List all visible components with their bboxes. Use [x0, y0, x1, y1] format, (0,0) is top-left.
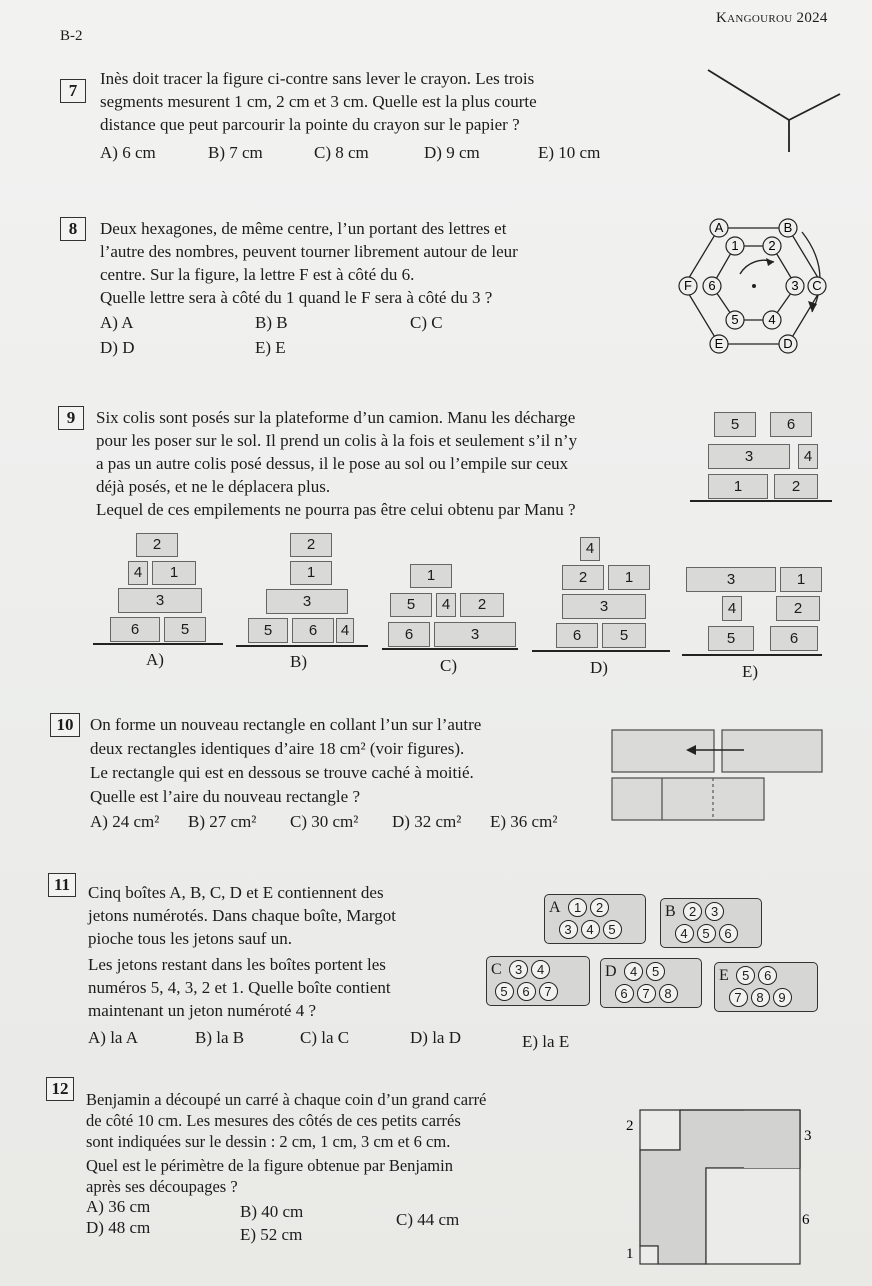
package-box: 5	[602, 623, 646, 648]
answer-option: E) 52 cm	[240, 1225, 303, 1244]
package-box: 6	[388, 622, 430, 647]
box-letter: A	[549, 899, 561, 916]
side-label-2: 2	[626, 1118, 634, 1134]
option-label: C)	[440, 656, 457, 675]
package-box: 1	[608, 565, 650, 590]
question-text-line: Quelle lettre sera à côté du 1 quand le F sera à côté du 3 ?	[100, 288, 493, 307]
hex-number-label: 4	[768, 312, 776, 327]
question-text-line: Lequel de ces empilements ne pourra pas être celui obtenu par Manu ?	[96, 500, 576, 519]
side-label-1: 1	[626, 1246, 634, 1262]
answer-option: B) 27 cm²	[188, 812, 257, 831]
token: 3	[705, 902, 724, 921]
answer-option: B) la B	[195, 1028, 245, 1047]
hex-letter-label: B	[783, 220, 793, 235]
package-box: 6	[292, 618, 334, 643]
answer-option: E) 10 cm	[538, 143, 601, 162]
package-box: 4	[580, 537, 600, 561]
box-letter: D	[605, 963, 617, 980]
token: 8	[659, 984, 678, 1003]
question-text-line: Benjamin a découpé un carré à chaque coin d’un grand carré	[86, 1090, 487, 1109]
answer-option: A) 6 cm	[100, 143, 156, 162]
package-box: 1	[152, 561, 196, 585]
question-text-line: l’autre des nombres, peuvent tourner librement autour de leur	[100, 242, 518, 261]
question-text-line: distance que peut parcourir la pointe du crayon sur le papier ?	[100, 115, 520, 134]
token: 1	[568, 898, 587, 917]
token: 3	[509, 960, 528, 979]
box-letter: C	[491, 961, 502, 978]
question-text-line: On forme un nouveau rectangle en collant l’un sur l’autre	[90, 715, 482, 734]
question-number: 9	[58, 406, 84, 430]
question-number: 7	[60, 79, 86, 103]
package-box: 3	[562, 594, 646, 619]
question-text-line: Inès doit tracer la figure ci-contre sans lever le crayon. Les trois	[100, 69, 535, 88]
token: 4	[675, 924, 694, 943]
answer-option: E) E	[255, 338, 286, 357]
box-letter: E	[719, 967, 729, 984]
hex-letter-label: D	[783, 336, 793, 351]
token: 5	[646, 962, 665, 981]
answer-option: B) B	[255, 313, 288, 332]
question-text-line: Quelle est l’aire du nouveau rectangle ?	[90, 787, 360, 806]
answer-option: B) 40 cm	[240, 1202, 304, 1221]
package-box: 1	[708, 474, 768, 499]
option-label: D)	[590, 658, 608, 677]
answer-option: A) A	[100, 313, 134, 332]
package-box: 6	[110, 617, 160, 642]
option-label: A)	[146, 650, 164, 669]
answer-option: C) 44 cm	[396, 1210, 460, 1229]
token: 6	[758, 966, 777, 985]
answer-option: D) 32 cm²	[392, 812, 462, 831]
package-box: 6	[556, 623, 598, 648]
package-box: 6	[770, 626, 818, 651]
answer-option: D) 48 cm	[86, 1218, 151, 1237]
package-box: 3	[266, 589, 348, 614]
package-box: 3	[708, 444, 790, 469]
token: 3	[559, 920, 578, 939]
token: 7	[729, 988, 748, 1007]
question-text-line: Les jetons restant dans les boîtes portent les	[88, 955, 386, 974]
question-text-line: de côté 10 cm. Les mesures des côtés de ces petits carrés	[86, 1111, 461, 1130]
question-text-line: pioche tous les jetons sauf un.	[88, 929, 292, 948]
package-box: 4	[798, 444, 818, 469]
package-box: 5	[164, 617, 206, 642]
token: 4	[531, 960, 550, 979]
answer-option: A) 24 cm²	[90, 812, 160, 831]
hex-letter-label: C	[812, 278, 822, 293]
answer-option: E) la E	[522, 1032, 570, 1051]
package-box: 2	[290, 533, 332, 557]
package-box: 4	[436, 593, 456, 617]
hex-letter-label: A	[714, 220, 724, 235]
package-box: 5	[708, 626, 754, 651]
answer-option: A) la A	[88, 1028, 139, 1047]
question-text-line: sont indiquées sur le dessin : 2 cm, 1 cm, 3 cm et 6 cm.	[86, 1132, 451, 1151]
hex-number-label: 3	[791, 278, 799, 293]
package-box: 3	[686, 567, 776, 592]
contest-title: Kangourou 2024	[716, 10, 828, 26]
question-text-line: pour les poser sur le sol. Il prend un colis à la fois et seulement s’il n’y	[96, 431, 578, 450]
token: 7	[637, 984, 656, 1003]
question-text-line: Quel est le périmètre de la figure obtenue par Benjamin	[86, 1156, 453, 1175]
answer-option: C) 8 cm	[314, 143, 369, 162]
package-box: 6	[770, 412, 812, 437]
answer-option: C) C	[410, 313, 443, 332]
page-code: B-2	[60, 28, 83, 44]
package-box: 5	[714, 412, 756, 437]
answer-option: E) 36 cm²	[490, 812, 558, 831]
token: 5	[603, 920, 622, 939]
side-label-6: 6	[802, 1212, 810, 1228]
hex-number-label: 5	[731, 312, 739, 327]
package-box: 2	[776, 596, 820, 621]
question-text-line: jetons numérotés. Dans chaque boîte, Margot	[88, 906, 396, 925]
package-box: 3	[434, 622, 516, 647]
hex-number-label: 6	[708, 278, 716, 293]
token: 2	[683, 902, 702, 921]
package-box: 2	[774, 474, 818, 499]
token: 6	[615, 984, 634, 1003]
token: 5	[736, 966, 755, 985]
hex-letter-label: F	[684, 278, 692, 293]
package-box: 5	[390, 593, 432, 617]
token: 9	[773, 988, 792, 1007]
hex-letter-label: E	[714, 336, 724, 351]
token: 6	[719, 924, 738, 943]
package-box: 1	[290, 561, 332, 585]
package-box: 4	[722, 596, 742, 621]
question-text-line: Deux hexagones, de même centre, l’un portant des lettres et	[100, 219, 507, 238]
package-box: 2	[562, 565, 604, 590]
question-text-line: déjà posés, et ne le déplacera plus.	[96, 477, 331, 496]
answer-option: D) D	[100, 338, 135, 357]
question-text-line: a pas un autre colis posé dessus, il le pose au sol ou l’empile sur ceux	[96, 454, 569, 473]
token: 5	[495, 982, 514, 1001]
question-text-line: deux rectangles identiques d’aire 18 cm² (voir figures).	[90, 739, 465, 758]
hex-number-label: 1	[731, 238, 739, 253]
package-box: 2	[460, 593, 504, 617]
hex-number-label: 2	[768, 238, 776, 253]
token: 2	[590, 898, 609, 917]
answer-option: C) 30 cm²	[290, 812, 359, 831]
question-text-line: Le rectangle qui est en dessous se trouve caché à moitié.	[90, 763, 474, 782]
package-box: 4	[336, 618, 354, 643]
answer-option: D) la D	[410, 1028, 461, 1047]
answer-option: D) 9 cm	[424, 143, 480, 162]
box-letter: B	[665, 903, 676, 920]
package-box: 5	[248, 618, 288, 643]
question-text-line: numéros 5, 4, 3, 2 et 1. Quelle boîte contient	[88, 978, 391, 997]
question-text-line: après ses découpages ?	[86, 1177, 238, 1196]
question-text-line: Six colis sont posés sur la plateforme d’un camion. Manu les décharge	[96, 408, 576, 427]
question-text-line: centre. Sur la figure, la lettre F est à côté du 6.	[100, 265, 415, 284]
question-number: 8	[60, 217, 86, 241]
package-box: 2	[136, 533, 178, 557]
question-number: 12	[46, 1077, 74, 1101]
package-box: 3	[118, 588, 202, 613]
token: 5	[697, 924, 716, 943]
answer-option: A) 36 cm	[86, 1197, 151, 1216]
question-text-line: segments mesurent 1 cm, 2 cm et 3 cm. Quelle est la plus courte	[100, 92, 537, 111]
question-number: 10	[50, 713, 80, 737]
question-number: 11	[48, 873, 76, 897]
token: 8	[751, 988, 770, 1007]
token: 4	[624, 962, 643, 981]
answer-option: C) la C	[300, 1028, 350, 1047]
option-label: B)	[290, 652, 307, 671]
package-box: 4	[128, 561, 148, 585]
option-label: E)	[742, 662, 759, 681]
package-box: 1	[410, 564, 452, 588]
question-text-line: maintenant un jeton numéroté 4 ?	[88, 1001, 317, 1020]
package-box: 1	[780, 567, 822, 592]
answer-option: B) 7 cm	[208, 143, 263, 162]
token: 4	[581, 920, 600, 939]
question-text-line: Cinq boîtes A, B, C, D et E contiennent des	[88, 883, 384, 902]
side-label-3: 3	[804, 1128, 812, 1144]
token: 7	[539, 982, 558, 1001]
token: 6	[517, 982, 536, 1001]
